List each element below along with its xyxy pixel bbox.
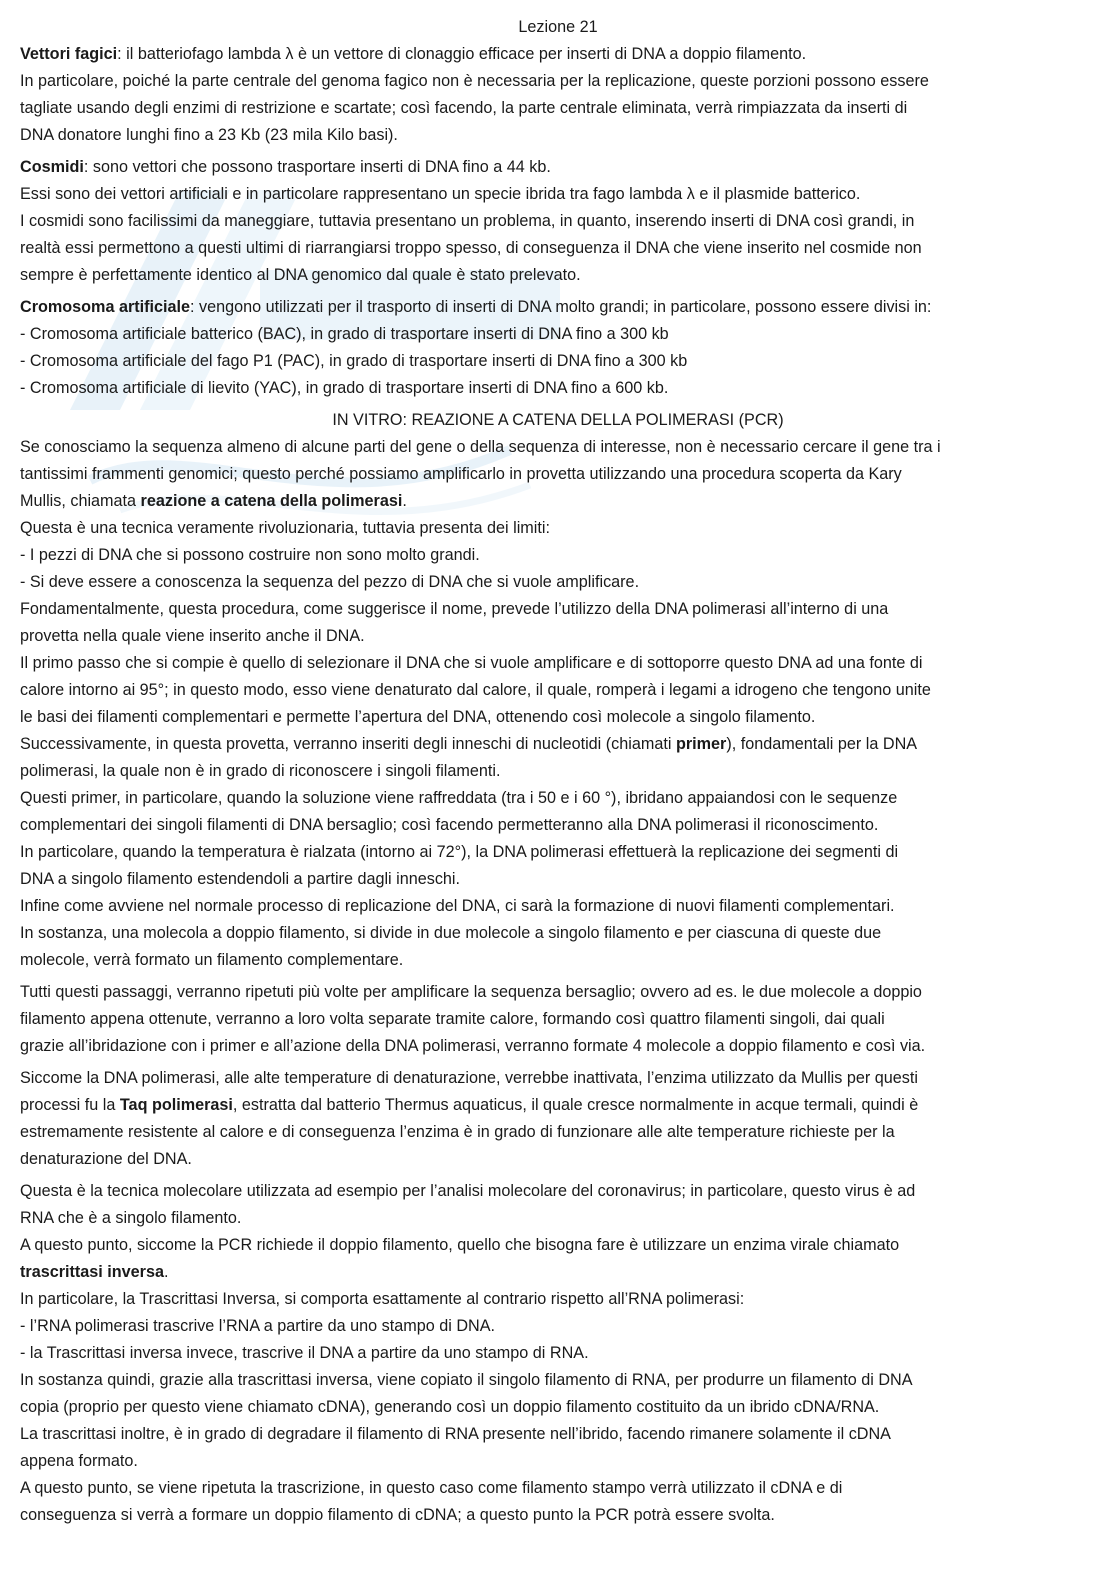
text-line: le basi dei filamenti complementari e permette l’apertura del DNA, ottenendo così molecole a singolo filamento. [20, 708, 816, 726]
text-line: filamento appena ottenute, verranno a loro volta separate tramite calore, formando così quattro filamenti singoli, dai quali [20, 1010, 885, 1028]
text-line: sempre è perfettamente identico al DNA genomico dal quale è stato prelevato. [20, 266, 581, 284]
text-line: Se conosciamo la sequenza almeno di alcune parti del gene o della sequenza di interesse, non è necessario cercare il gene tra i [20, 438, 941, 456]
text-line: Successivamente, in questa provetta, verranno inseriti degli inneschi di nucleotidi (chiamati primer), fondamentali per la DNA [20, 735, 918, 753]
text-line: copia (proprio per questo viene chiamato cDNA), generando così un doppio filamento costituito da un ibrido cDNA/RNA. [20, 1398, 880, 1416]
text-line: denaturazione del DNA. [20, 1150, 192, 1168]
paragraph-cromosoma: Cromosoma artificiale: vengono utilizzati per il trasporto di inserti di DNA molto grandi; in particolare, possono essere divisi in: [20, 298, 932, 316]
text-line: realtà essi permettono a questi ultimi di riarrangiarsi troppo spesso, di conseguenza il DNA che viene inserito nel cosmide non [20, 239, 922, 257]
text-line: calore intorno ai 95°; in questo modo, esso viene denaturato dal calore, il quale, romperà i legami a idrogeno che tengono unite [20, 681, 931, 699]
term-vettori-fagici: Vettori fagici [20, 45, 118, 63]
term-cromosoma-artificiale: Cromosoma artificiale [20, 298, 191, 316]
list-item: - Si deve essere a conoscenza la sequenza del pezzo di DNA che si vuole amplificare. [20, 573, 640, 591]
term-primer: primer [675, 735, 727, 753]
text-line: provetta nella quale viene inserito anche il DNA. [20, 627, 365, 645]
page-title: Lezione 21 [518, 18, 598, 36]
text-line: RNA che è a singolo filamento. [20, 1209, 242, 1227]
text-line: A questo punto, siccome la PCR richiede il doppio filamento, quello che bisogna fare è utilizzare un enzima virale chiamato [20, 1236, 900, 1254]
text-line: conseguenza si verrà a formare un doppio filamento di cDNA; a questo punto la PCR potrà essere svolta. [20, 1506, 775, 1524]
text-line: tagliate usando degli enzimi di restrizione e scartate; così facendo, la parte centrale eliminata, verrà rimpiazzata da inserti di [20, 99, 908, 117]
text-line: In sostanza quindi, grazie alla trascrittasi inversa, viene copiato il singolo filamento di RNA, per produrre un filamento di DNA [20, 1371, 913, 1389]
list-item: - Cromosoma artificiale batterico (BAC), in grado di trasportare inserti di DNA fino a 300 kb [20, 325, 669, 343]
text-line: trascrittasi inversa. [20, 1263, 169, 1281]
text-line: In sostanza, una molecola a doppio filamento, si divide in due molecole a singolo filamento e per ciascuna di queste due [20, 924, 882, 942]
term-taq-polimerasi: Taq polimerasi [119, 1096, 233, 1114]
text-line: In particolare, la Trascrittasi Inversa, si comporta esattamente al contrario rispetto all’RNA polimerasi: [20, 1290, 745, 1308]
text-line: molecole, verrà formato un filamento complementare. [20, 951, 404, 969]
term-cosmidi: Cosmidi [20, 158, 84, 176]
text-line: grazie all’ibridazione con i primer e all’azione della DNA polimerasi, verranno formate 4 molecole a doppio filamento e così via. [20, 1037, 926, 1055]
text-line: Questa è una tecnica veramente rivoluzionaria, tuttavia presenta dei limiti: [20, 519, 550, 537]
section-heading-pcr: IN VITRO: REAZIONE A CATENA DELLA POLIMERASI (PCR) [332, 411, 784, 429]
text-line: In particolare, quando la temperatura è rialzata (intorno ai 72°), la DNA polimerasi effettuerà la replicazione dei segmenti di [20, 843, 899, 861]
document-content [20, 14, 1096, 1529]
list-item: - Cromosoma artificiale del fago P1 (PAC), in grado di trasportare inserti di DNA fino a 300 kb [20, 352, 688, 370]
list-item: - I pezzi di DNA che si possono costruire non sono molto grandi. [20, 546, 480, 564]
text-line: Siccome la DNA polimerasi, alle alte temperature di denaturazione, verrebbe inattivata, l’enzima utilizzato da Mullis per questi [20, 1069, 918, 1087]
text-line: Tutti questi passaggi, verranno ripetuti più volte per amplificare la sequenza bersaglio; ovvero ad es. le due molecole a doppio [20, 983, 922, 1001]
text-line: Essi sono dei vettori artificiali e in particolare rappresentano un specie ibrida tra fago lambda λ e il plasmide batterico. [20, 185, 861, 203]
text-line: Il primo passo che si compie è quello di selezionare il DNA che si vuole amplificare e di sottoporre questo DNA ad una fonte di [20, 654, 923, 672]
text-line: In particolare, poiché la parte centrale del genoma fagico non è necessaria per la replicazione, queste porzioni possono essere [20, 72, 929, 90]
text-line: polimerasi, la quale non è in grado di riconoscere i singoli filamenti. [20, 762, 501, 780]
text-line: estremamente resistente al calore e di conseguenza l’enzima è in grado di funzionare alle alte temperature richieste per la [20, 1123, 895, 1141]
term-pcr: reazione a catena della polimerasi [140, 492, 403, 510]
list-item: - la Trascrittasi inversa invece, trascrive il DNA a partire da uno stampo di RNA. [20, 1344, 589, 1362]
text-line: Mullis, chiamata reazione a catena della polimerasi. [20, 492, 407, 510]
text-line: DNA a singolo filamento estendendoli a partire dagli inneschi. [20, 870, 461, 888]
text-line: Fondamentalmente, questa procedura, come suggerisce il nome, prevede l’utilizzo della DNA polimerasi all’interno di una [20, 600, 889, 618]
list-item: - l’RNA polimerasi trascrive l’RNA a partire da uno stampo di DNA. [20, 1317, 496, 1335]
text-line: tantissimi frammenti genomici; questo perché possiamo amplificarlo in provetta utilizzando una procedura scoperta da Kary [20, 465, 902, 483]
paragraph-cosmidi: Cosmidi: sono vettori che possono trasportare inserti di DNA fino a 44 kb. [20, 158, 551, 176]
text-line: A questo punto, se viene ripetuta la trascrizione, in questo caso come filamento stampo verrà utilizzato il cDNA e di [20, 1479, 843, 1497]
text-line: I cosmidi sono facilissimi da maneggiare, tuttavia presentano un problema, in quanto, inserendo inserti di DNA così grandi, in [20, 212, 915, 230]
text-line: Questa è la tecnica molecolare utilizzata ad esempio per l’analisi molecolare del coronavirus; in particolare, questo virus è ad [20, 1182, 916, 1200]
term-trascrittasi-inversa: trascrittasi inversa [20, 1263, 164, 1281]
text-line: La trascrittasi inoltre, è in grado di degradare il filamento di RNA presente nell’ibrido, facendo rimanere solamente il cDNA [20, 1425, 891, 1443]
text-line: Infine come avviene nel normale processo di replicazione del DNA, ci sarà la formazione di nuovi filamenti complementari. [20, 897, 895, 915]
list-item: - Cromosoma artificiale di lievito (YAC), in grado di trasportare inserti di DNA fino a 600 kb. [20, 379, 669, 397]
text-line: Questi primer, in particolare, quando la soluzione viene raffreddata (tra i 50 e i 60 °), ibridano appaiandosi con le sequenze [20, 789, 898, 807]
text-line: DNA donatore lunghi fino a 23 Kb (23 mila Kilo basi). [20, 126, 398, 144]
text-line: complementari dei singoli filamenti di DNA bersaglio; così facendo permetteranno alla DNA polimerasi il riconoscimento. [20, 816, 879, 834]
paragraph-vettori-fagici: Vettori fagici: il batteriofago lambda λ è un vettore di clonaggio efficace per inserti di DNA a doppio filamento. [20, 45, 807, 63]
text-line: processi fu la Taq polimerasi, estratta dal batterio Thermus aquaticus, il quale cresce normalmente in acque termali, quindi è [20, 1096, 919, 1114]
text-line: appena formato. [20, 1452, 138, 1470]
